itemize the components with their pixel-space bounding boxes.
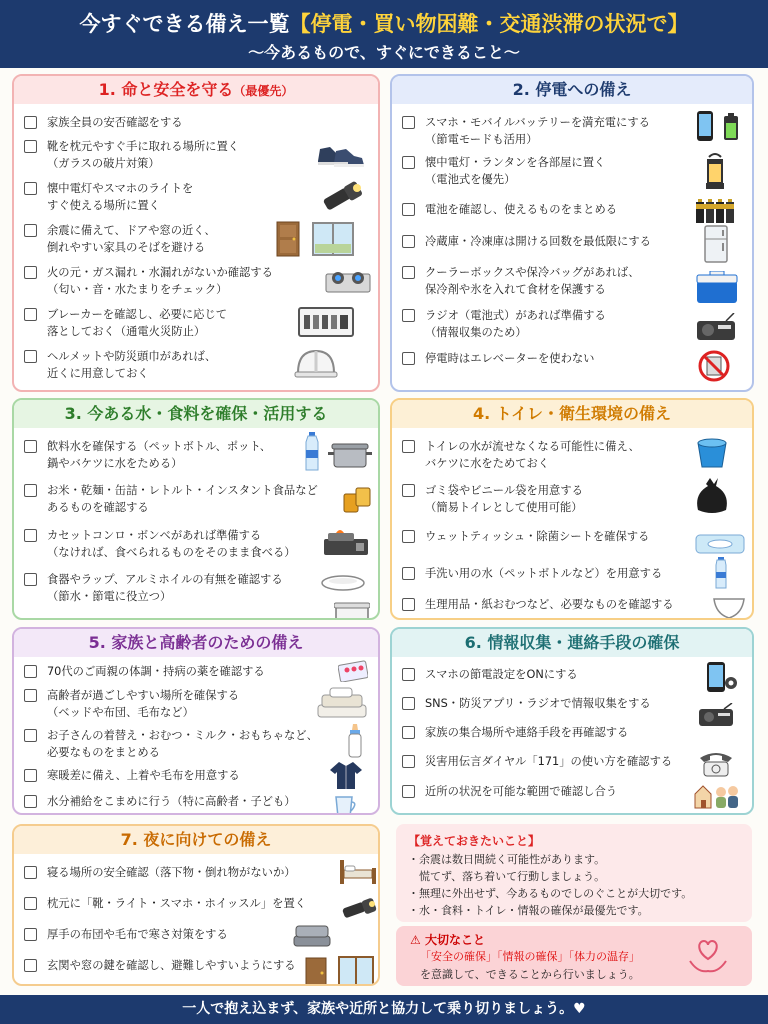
item-label: 家族の集合場所や連絡手段を再確認する (425, 726, 629, 739)
item-label: 70代のご両親の体調・持病の薬を確認する (47, 665, 265, 678)
item-label: クーラーボックスや保冷バッグがあれば、 保冷剤や氷を入れて食材を保護する (425, 266, 640, 296)
page-subtitle: 〜今あるもので、すぐにできること〜 (248, 43, 520, 62)
reminder-body: ・余震は数日間続く可能性があります。 慌てず、落ち着いて行動しましょう。 ・無理に外出せず、今あるものでしのぐことが大切です。 ・水・食料・トイレ・情報の確保が最優先です。 (408, 853, 693, 917)
item-label: 近所の状況を可能な範囲で確認し合う (425, 785, 618, 798)
checkbox[interactable] (24, 182, 37, 195)
checkbox[interactable] (24, 959, 37, 972)
checkbox[interactable] (24, 897, 37, 910)
radio-icon (694, 310, 738, 344)
checkbox[interactable] (24, 928, 37, 941)
checkbox[interactable] (24, 729, 37, 742)
checkbox[interactable] (402, 440, 415, 453)
item-label: スマホ・モバイルバッテリーを満充電にする （節電モードも活用） (425, 116, 650, 146)
section-life-safety (12, 74, 380, 392)
section-toilet-hygiene (390, 398, 754, 620)
section-title: 7. 夜に向けての備え (14, 826, 378, 854)
checkbox[interactable] (24, 529, 37, 542)
canned-food-icon (340, 482, 374, 516)
checkbox[interactable] (24, 308, 37, 321)
checklist-item[interactable] (24, 571, 283, 605)
important-body: を意識して、できることから行いましょう。 (420, 968, 640, 981)
important-box (396, 926, 752, 986)
water-bottle-icon (712, 556, 730, 590)
jacket-icon (328, 759, 364, 791)
checkbox[interactable] (402, 785, 415, 798)
checkbox[interactable] (24, 116, 37, 129)
title-highlight: 【停電・買い物困難・交通渋滞の状況で】 (289, 12, 689, 36)
section-night-prep (12, 824, 380, 986)
breaker-panel-icon (296, 304, 356, 340)
checklist-item[interactable] (24, 895, 306, 912)
checklist-item[interactable] (402, 528, 649, 545)
item-label: SNS・防災アプリ・ラジオで情報収集をする (425, 697, 651, 710)
batteries-icon (694, 197, 738, 225)
door-icon (302, 956, 330, 986)
checklist-item[interactable] (24, 114, 183, 131)
checkbox[interactable] (24, 224, 37, 237)
checkbox[interactable] (24, 573, 37, 586)
refrigerator-icon (702, 224, 730, 264)
checkbox[interactable] (24, 866, 37, 879)
checklist-item[interactable] (402, 596, 674, 613)
checklist-item[interactable] (24, 222, 216, 256)
item-label: 水分補給をこまめに行う（特に高齢者・子ども） (47, 795, 296, 808)
checklist-item[interactable] (402, 482, 583, 516)
flashlight-icon (340, 894, 380, 924)
checkbox[interactable] (402, 697, 415, 710)
checklist-item[interactable] (24, 438, 271, 472)
reminder-box (396, 824, 752, 922)
warning-icon: ⚠ (410, 933, 425, 947)
checklist-item[interactable] (24, 727, 318, 761)
item-label: ラジオ（電池式）があれば準備する （情報収集のため） (425, 309, 606, 339)
section-title: 4. トイレ・衛生環境の備え (392, 400, 752, 428)
checkbox[interactable] (402, 530, 415, 543)
telephone-icon (696, 749, 736, 779)
cup-icon (332, 791, 360, 815)
header (0, 0, 768, 68)
checkbox[interactable] (24, 689, 37, 702)
item-label: 飲料水を確保する（ペットボトル、ポット、 鍋やバケツに水をためる） (47, 440, 272, 470)
gas-stove-icon (324, 262, 372, 298)
section-title-text: 1. 命と安全を守る (98, 80, 234, 99)
item-label: 食器やラップ、アルミホイルの有無を確認する （節水・節電に役立つ） (47, 573, 283, 603)
checklist-item[interactable] (402, 666, 578, 683)
checklist-item[interactable] (402, 438, 640, 472)
item-label: 冷蔵庫・冷凍庫は開ける回数を最低限にする (425, 235, 651, 248)
checkbox[interactable] (402, 235, 415, 248)
checklist-item[interactable] (24, 687, 239, 721)
phone-settings-icon (704, 659, 740, 695)
checklist-item[interactable] (24, 926, 228, 943)
section-family-elderly (12, 627, 380, 815)
checklist-item[interactable] (402, 233, 651, 250)
item-label: 寒暖差に備え、上着や毛布を用意する (47, 769, 240, 782)
checkbox[interactable] (402, 156, 415, 169)
checkbox[interactable] (402, 203, 415, 216)
checkbox[interactable] (24, 140, 37, 153)
section-title: 3. 今ある水・食料を確保・活用する (14, 400, 378, 428)
checklist-item[interactable] (24, 348, 216, 382)
diaper-icon (710, 594, 748, 620)
checklist-item[interactable] (402, 264, 640, 298)
checkbox[interactable] (402, 116, 415, 129)
flashlight-icon (318, 178, 368, 214)
checklist-item[interactable] (24, 957, 296, 974)
water-bottle-icon (302, 430, 322, 474)
checklist-item[interactable] (402, 154, 605, 188)
section-title (14, 76, 378, 104)
item-label: ウェットティッシュ・除菌シートを確保する (425, 530, 650, 543)
item-label: 厚手の布団や毛布で寒さ対策をする (47, 928, 228, 941)
checklist-item[interactable] (24, 767, 240, 784)
checklist-item[interactable] (24, 264, 273, 298)
item-label: 玄関や窓の鍵を確認し、避難しやすいようにする (47, 959, 296, 972)
checklist-item[interactable] (402, 114, 650, 148)
bucket-icon (692, 432, 732, 472)
checklist-item[interactable] (24, 663, 265, 680)
smartphone-icon (694, 108, 716, 144)
important-title (410, 931, 485, 948)
checklist-item[interactable] (402, 307, 606, 341)
checklist-item[interactable] (24, 482, 318, 516)
checkbox[interactable] (24, 350, 37, 363)
section-info-contact (390, 627, 754, 815)
checkbox[interactable] (402, 484, 415, 497)
shoes-icon (314, 136, 368, 170)
section-title-note: （最優先） (233, 84, 294, 98)
checkbox[interactable] (402, 726, 415, 739)
heart-hands-icon (686, 936, 730, 976)
item-label: 災害用伝言ダイヤル「171」の使い方を確認する (425, 755, 673, 768)
window-icon (336, 954, 376, 986)
item-label: スマホの節電設定をONにする (425, 668, 578, 681)
checklist-item[interactable] (402, 724, 628, 741)
checkbox[interactable] (24, 665, 37, 678)
checkbox[interactable] (402, 755, 415, 768)
item-label: 家族全員の安否確認をする (47, 116, 183, 129)
checklist-item[interactable] (402, 753, 672, 770)
checklist-item[interactable] (24, 138, 239, 172)
item-label: トイレの水が流せなくなる可能性に備え、 バケツに水をためておく (425, 440, 640, 470)
section-title: 6. 情報収集・連絡手段の確保 (392, 629, 752, 657)
section-title: 5. 家族と高齢者のための備え (14, 629, 378, 657)
futon-icon (314, 685, 370, 721)
item-label: 高齢者が過ごしやすい場所を確保する （ベッドや布団、毛布など） (47, 689, 240, 719)
item-label: カセットコンロ・ボンベがあれば準備する （なければ、食べられるものをそのまま食べる） (47, 529, 296, 559)
item-label: 靴を枕元やすぐ手に取れる場所に置く （ガラスの破片対策） (47, 140, 240, 170)
cooler-box-icon (694, 268, 740, 308)
item-label: ブレーカーを確認し、必要に応じて 落としておく（通電火災防止） (47, 308, 228, 338)
checklist-item[interactable] (402, 783, 617, 800)
checklist-item[interactable] (402, 350, 594, 367)
lantern-icon (698, 150, 732, 194)
baby-bottle-icon (344, 723, 366, 759)
medicine-pill-icon (336, 659, 370, 683)
item-label: お子さんの着替え・おむつ・ミルク・おもちゃなど、 必要なものをまとめる (47, 729, 318, 759)
garbage-bag-icon (690, 474, 734, 518)
helmet-icon (292, 344, 340, 384)
checklist-item[interactable] (24, 527, 296, 561)
checklist-item[interactable] (24, 180, 193, 214)
section-water-food (12, 398, 380, 620)
checkbox[interactable] (24, 795, 37, 808)
checklist-item[interactable] (402, 695, 651, 712)
checkbox[interactable] (24, 484, 37, 497)
container-icon (332, 600, 372, 620)
page-title (0, 8, 768, 38)
checkbox[interactable] (402, 567, 415, 580)
wet-tissue-icon (692, 528, 748, 558)
checkbox[interactable] (402, 266, 415, 279)
item-label: 手洗い用の水（ペットボトルなど）を用意する (425, 567, 663, 580)
checklist-item[interactable] (402, 201, 617, 218)
pot-icon (326, 436, 374, 472)
item-label: 余震に備えて、ドアや窓の近く、 倒れやすい家具のそばを避ける (47, 224, 216, 254)
battery-icon (720, 112, 742, 142)
important-title-text: 大切なこと (424, 933, 485, 947)
item-label: ヘルメットや防災頭巾があれば、 近くに用意しておく (47, 350, 217, 380)
checkbox[interactable] (402, 352, 415, 365)
checklist-item[interactable] (24, 793, 296, 810)
cassette-stove-icon (320, 524, 372, 560)
item-label: 火の元・ガス漏れ・水漏れがないか確認する （匂い・音・水たまりをチェック） (47, 266, 273, 296)
item-label: 枕元に「靴・ライト・スマホ・ホイッスル」を置く (47, 897, 307, 910)
item-label: 生理用品・紙おむつなど、必要なものを確認する (425, 598, 674, 611)
important-keywords: 「安全の確保」「情報の確保」「体力の温存」 (420, 950, 640, 963)
section-title: 2. 停電への備え (392, 76, 752, 104)
footer-message: 一人で抱え込まず、家族や近所と協力して乗り切りましょう。♥ (0, 995, 768, 1024)
item-label: ゴミ袋やビニール袋を用意する （簡易トイレとして使用可能） (425, 484, 583, 514)
checkbox[interactable] (402, 668, 415, 681)
item-label: 懐中電灯・ランタンを各部屋に置く （電池式を優先） (425, 156, 606, 186)
checklist-item[interactable] (402, 565, 662, 582)
window-icon (310, 220, 356, 258)
item-label: お米・乾麺・缶詰・レトルト・インスタント食品など あるものを確認する (47, 484, 318, 514)
bed-icon (336, 854, 380, 888)
reminder-title: 【覚えておきたいこと】 (408, 834, 541, 848)
item-label: 懐中電灯やスマホのライトを すぐ使える場所に置く (47, 182, 194, 212)
title-main: 今すぐできる備え一覧 (79, 12, 290, 36)
checkbox[interactable] (24, 266, 37, 279)
dish-icon (318, 572, 368, 598)
neighbors-icon (692, 779, 742, 811)
checkbox[interactable] (402, 309, 415, 322)
door-icon (272, 220, 304, 258)
item-label: 寝る場所の安全確認（落下物・倒れ物がないか） (47, 866, 296, 879)
checkbox[interactable] (402, 598, 415, 611)
no-elevator-icon (696, 348, 732, 384)
checklist-item[interactable] (24, 306, 227, 340)
radio-icon (696, 701, 736, 729)
checkbox[interactable] (24, 769, 37, 782)
item-label: 電池を確認し、使えるものをまとめる (425, 203, 618, 216)
checklist-item[interactable] (24, 864, 296, 881)
blanket-icon (290, 920, 334, 952)
checkbox[interactable] (24, 440, 37, 453)
item-label: 停電時はエレベーターを使わない (425, 352, 595, 365)
section-power-outage (390, 74, 754, 392)
